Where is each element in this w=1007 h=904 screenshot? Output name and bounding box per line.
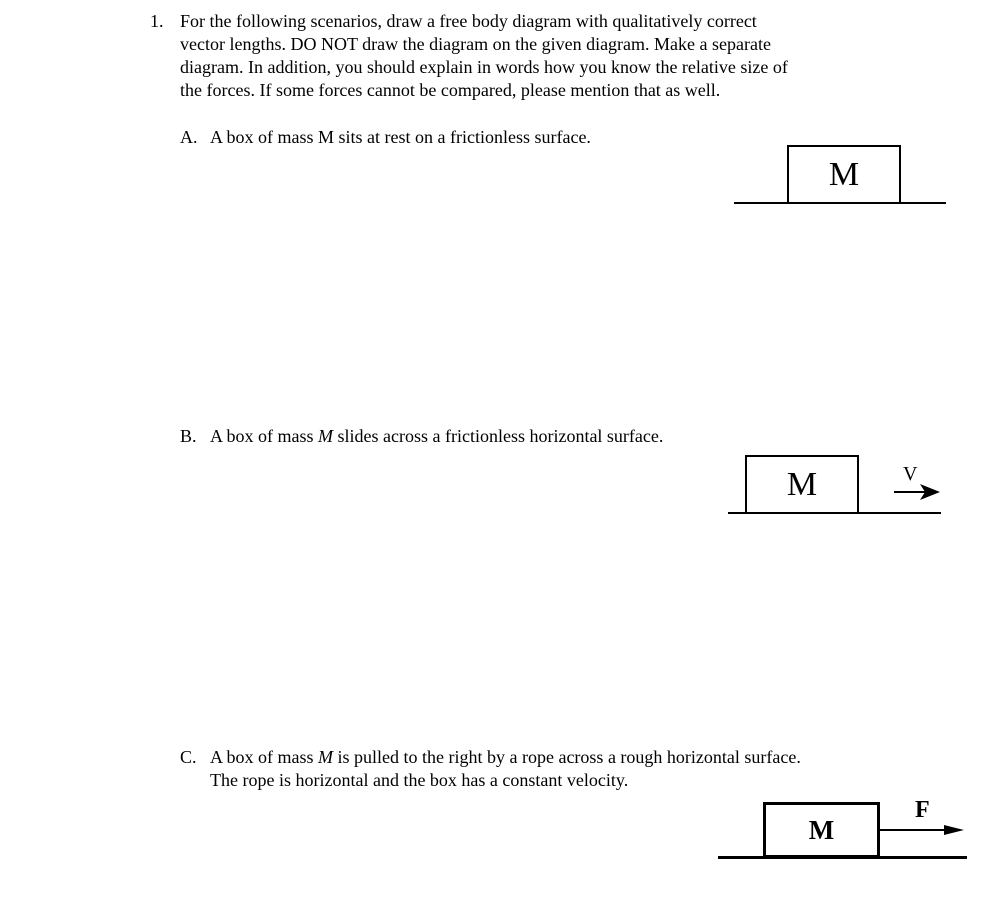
question-line: For the following scenarios, draw a free body diagram with qualitatively correct [180,11,757,31]
question-line: vector lengths. DO NOT draw the diagram on the given diagram. Make a separate [180,34,771,54]
part-c-line1-after: is pulled to the right by a rope across a rough horizontal surface. [333,747,801,767]
part-a-letter: A. [180,127,198,147]
part-a-text: A box of mass M sits at rest on a frictionless surface. [210,127,591,147]
part-b-text-before: A box of mass [210,426,318,446]
part-b-box-label: M [786,466,818,503]
velocity-label: V [903,463,918,485]
question-line: the forces. If some forces cannot be compared, please mention that as well. [180,80,721,100]
question-number: 1. [150,11,164,31]
force-label: F [915,797,930,823]
part-b-text [210,425,663,448]
part-c-line1-before: A box of mass [210,747,318,767]
part-c-line1 [210,746,801,769]
question-text [180,10,880,102]
part-c-box [763,802,880,858]
part-c-mass: M [318,747,333,767]
part-a-box-label: M [828,156,860,193]
part-b-box [745,455,859,514]
part-c-line2: The rope is horizontal and the box has a constant velocity. [210,770,629,790]
part-b-mass: M [318,426,333,446]
part-a-box [787,145,901,204]
part-c-text [210,746,801,792]
part-b-text-after: slides across a frictionless horizontal surface. [333,426,664,446]
part-c-letter: C. [180,747,197,767]
question-line: diagram. In addition, you should explain in words how you know the relative size of [180,57,788,77]
velocity-arrow-icon [888,482,948,502]
part-c-box-label: M [808,814,835,845]
force-arrow-icon [878,822,968,838]
part-b-letter: B. [180,426,197,446]
